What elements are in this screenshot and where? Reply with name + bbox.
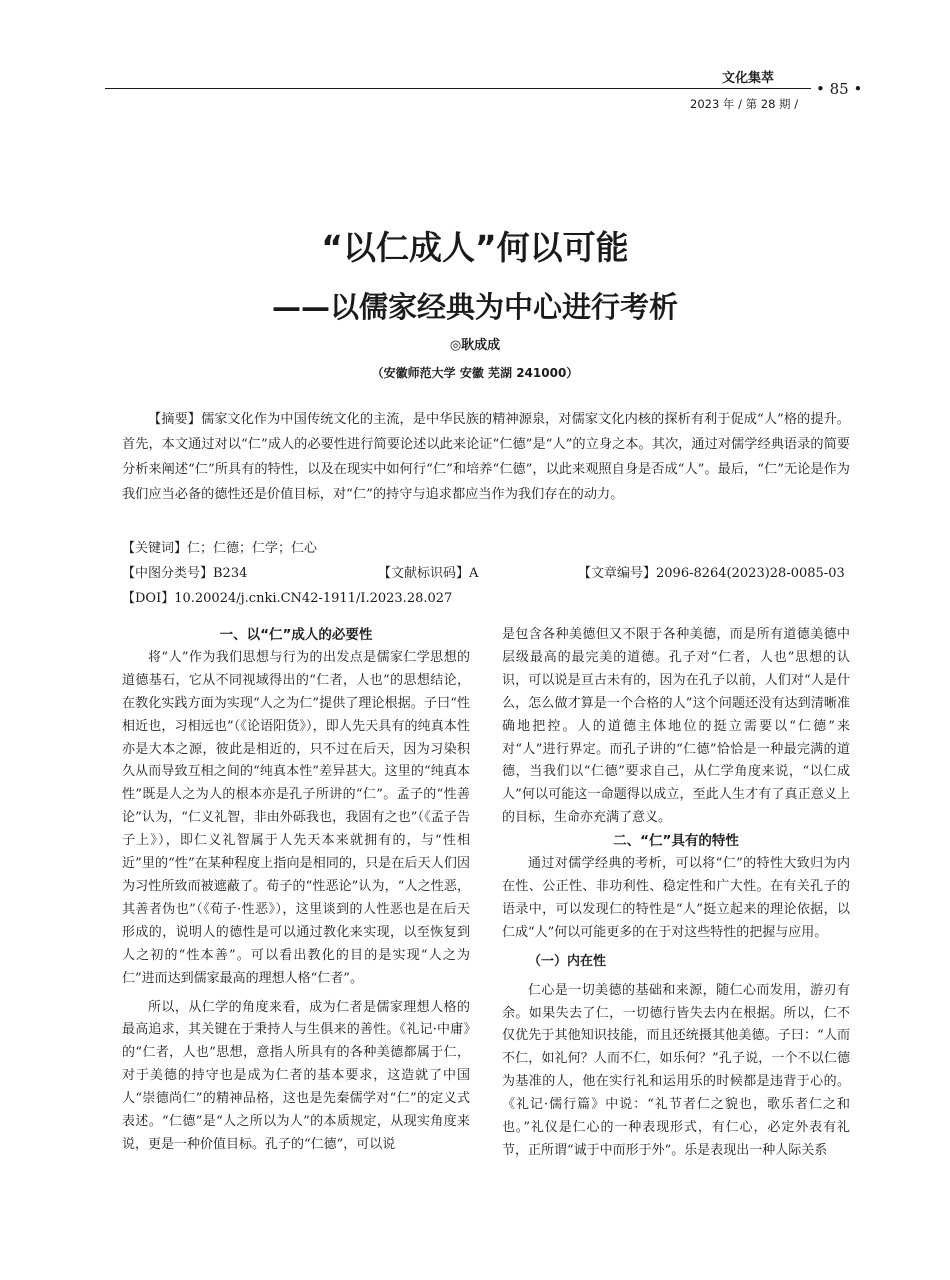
document-code: 【文献标识码】A: [378, 566, 479, 581]
paragraph: 仁心是一切美德的基础和来源，随仁心而发用，游刃有余。如果失去了仁，一切德行皆失去内在根据。所以，仁不仅优先于其他知识技能，而且还统摄其他美德。子曰：“人而不仁，如礼何？人而不仁，如乐何？”孔子说，一个不以仁德为基准的人，他在实行礼和运用乐的时候都是违背于心的。《礼记·儒行篇》中说：“礼节者仁之貌也，歌乐者仁之和也。”礼仪是仁心的一种表现形式，有仁心，必定外表有礼节，正所谓“诚于中而形于外”。乐是表现出一种人际关系: [502, 982, 850, 1158]
paragraph: 将“人”作为我们思想与行为的出发点是儒家仁学思想的道德基石，它从不同视域得出的“仁者，人也”的思想结论，在教化实践方面为实现“人之为仁”提供了理论根据。子曰“性相近也，习相远也”（《论语阳货》），即人先天具有的纯真本性亦是大本之源，彼此是相近的，只不过在后天，因为习染积久从而导致互相之间的“纯真本性”差异甚大。这里的“纯真本性”既是人之为人的根本亦是孔子所讲的“仁”。孟子的“性善论”认为，“仁义礼智，非由外砾我也，我固有之也”（《孟子告子上》），即仁义礼智属于人先天本来就拥有的，与“性相近”里的“性”在某种程度上指向是相同的，只是在后天人们因为习性所致而被遮蔽了。荀子的“性恶论”认为，“人之性恶，其善者伪也”（《荀子·性恶》），这里谈到的人性恶也是在后天形成的，说明人的德性是可以通过教化来实现，以至恢复到人之初的“性本善”。可以看出教化的目的是实现“人之为仁”进而达到儒家最高的理想人格“仁者”。: [122, 649, 470, 986]
subsection-heading: （一）内在性: [528, 953, 607, 969]
paragraph: 所以，从仁学的角度来看，成为仁者是儒家理想人格的最高追求，其关键在于秉持人与生俱来的善性。《礼记·中庸》的“仁者，人也”思想，意指人所具有的各种美德都属于仁，对于美德的持守也是成为仁者的基本要求，这造就了中国人“崇德尚仁”的精神品格，这也是先秦儒学对“仁”的定义式表述。“仁德”是“人之所以为人”的本质规定，从现实角度来说，更是一种价值目标。孔子的“仁德”，可以说: [122, 999, 470, 1152]
section-heading-2: 二、“仁”具有的特性: [613, 833, 739, 850]
header-rule: [105, 88, 811, 89]
abstract: 【摘要】儒家文化作为中国传统文化的主流，是中华民族的精神源泉，对儒家文化内核的探析有利于促成“人”格的提升。首先，本文通过对以“仁”成人的必要性进行简要论述以此来论证“仁德”是“人”的立身之本。其次，通过对儒学经典语录的简要分析来阐述“仁”所具有的特性，以及在现实中如何行“仁”和培养“仁德”，以此来观照自身是否成“人”。最后，“仁”无论是作为我们应当必备的德性还是价值目标，对“仁”的持守与追求都应当作为我们存在的动力。: [122, 412, 850, 502]
issue-info: 2023 年 / 第 28 期 /: [690, 97, 799, 111]
article-number: 【文章编号】2096-8264(2023)28-0085-03: [578, 566, 845, 581]
article-subtitle: ——以儒家经典为中心进行考析: [271, 290, 678, 324]
right-column: [502, 624, 850, 1163]
article-title: “以仁成人”何以可能: [321, 228, 629, 267]
affiliation: （安徽师范大学 安徽 芜湖 241000）: [371, 366, 579, 380]
doi: 【DOI】10.20024/j.cnki.CN42-1911/I.2023.28.027: [122, 591, 453, 606]
page-number: • 85 •: [816, 80, 863, 98]
journal-section: 文化集萃: [722, 71, 775, 86]
keywords: 【关键词】仁；仁德；仁学；仁心: [122, 541, 318, 556]
paragraph: 是包含各种美德但又不限于各种美德，而是所有道德美德中层级最高的最完美的道德。孔子对“仁者，人也”思想的认识，可以说是亘古未有的，因为在孔子以前，人们对“人是什么，怎么做才算是一个合格的人”这个问题还没有达到清晰准确地把控。人的道德主体地位的挺立需要以“仁德”来对“人”进行界定。而孔子讲的“仁德”恰恰是一种最完满的道德，当我们以“仁德”要求自己，从仁学角度来说，“以仁成人”何以可能这一命题得以成立，至此人生才有了真正意义上的目标，生命亦充满了意义。: [502, 627, 850, 826]
paragraph: 通过对儒学经典的考析，可以将“仁”的特性大致归为内在性、公正性、非功利性、稳定性和广大性。在有关孔子的语录中，可以发现仁的特性是“人”挺立起来的理论依据，以仁成“人”何以可能更多的在于对这些特性的把握与应用。: [502, 856, 850, 940]
clc-number: 【中图分类号】B234: [122, 566, 248, 581]
author: ◎耿成成: [449, 338, 501, 353]
section-heading-1: 一、以“仁”成人的必要性: [219, 627, 373, 643]
left-column: [122, 624, 470, 1157]
